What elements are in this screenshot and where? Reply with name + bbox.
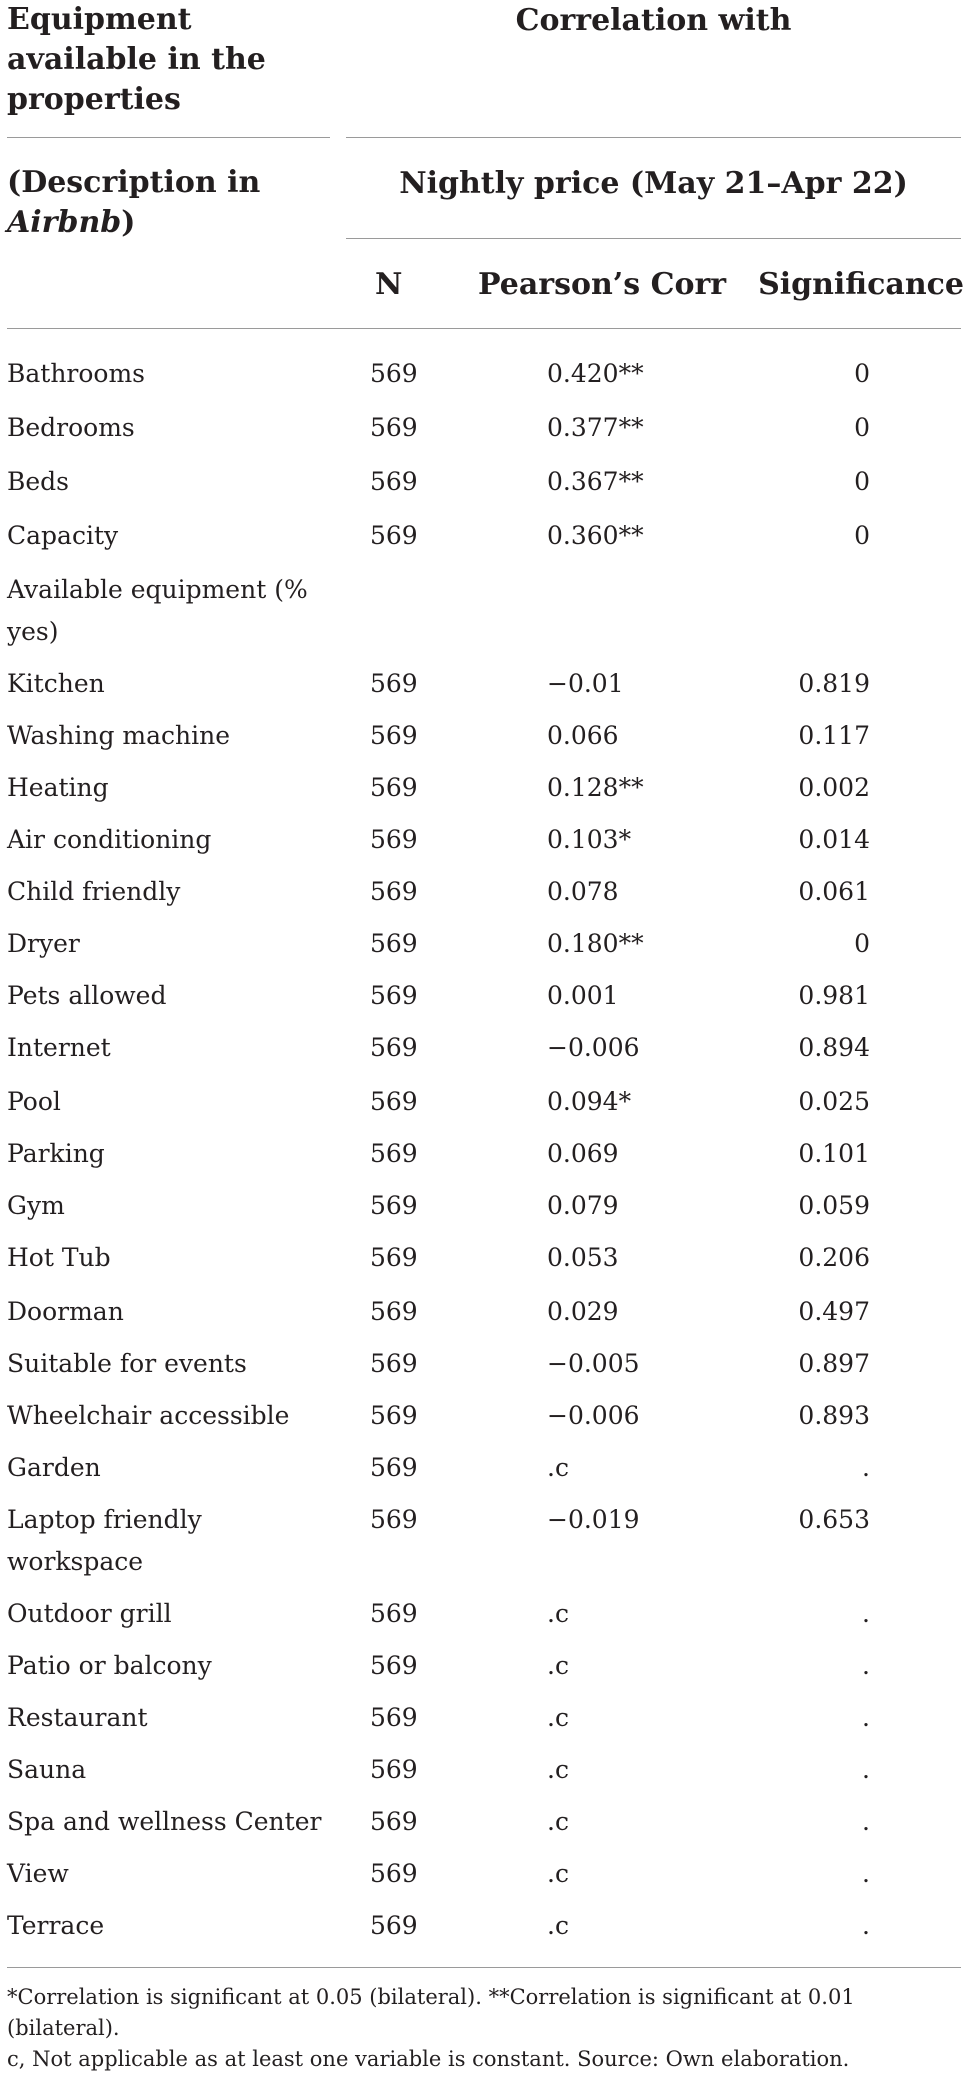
row-significance: 0.014 <box>798 825 870 854</box>
table-bottom-rule <box>7 1967 961 1968</box>
row-label: Doorman <box>7 1297 124 1326</box>
row-n: 569 <box>370 721 418 750</box>
row-corr: 0.420** <box>547 359 644 388</box>
row-significance: 0 <box>854 521 870 550</box>
row-n: 569 <box>370 1703 418 1732</box>
row-n: 569 <box>370 669 418 698</box>
row-n: 569 <box>370 413 418 442</box>
col1-description-airbnb: Airbnb <box>7 205 122 240</box>
row-label: Dryer <box>7 929 80 958</box>
row-significance: 0.002 <box>798 773 870 802</box>
row-corr: 0.053 <box>547 1243 619 1272</box>
row-n: 569 <box>370 1243 418 1272</box>
col1-description-suffix: ) <box>121 205 136 240</box>
col1-header-line1: Equipment <box>7 2 192 37</box>
row-n: 569 <box>370 877 418 906</box>
row-n: 569 <box>370 825 418 854</box>
row-label: Available equipment (% <box>7 575 308 604</box>
col-corr-header: Pearson’s Corr <box>478 267 727 302</box>
row-label: Restaurant <box>7 1703 148 1732</box>
row-label: Washing machine <box>7 721 231 750</box>
row-significance: 0.059 <box>798 1191 870 1220</box>
row-label: workspace <box>7 1547 144 1576</box>
row-significance: 0.497 <box>798 1297 870 1326</box>
row-corr: 0.066 <box>547 721 619 750</box>
row-corr: 0.360** <box>547 521 644 550</box>
col-sig-header: Significance <box>758 267 964 302</box>
row-corr: −0.006 <box>547 1033 640 1062</box>
row-n: 569 <box>370 1755 418 1784</box>
row-corr: .c <box>547 1453 569 1482</box>
row-label: Terrace <box>7 1911 105 1940</box>
row-corr: 0.069 <box>547 1139 619 1168</box>
row-significance: 0.819 <box>798 669 870 698</box>
row-significance: 0 <box>854 929 870 958</box>
row-label: Heating <box>7 773 109 802</box>
row-label: Pets allowed <box>7 981 167 1010</box>
row-significance: 0.101 <box>798 1139 870 1168</box>
footnote-line1: *Correlation is significant at 0.05 (bilateral). **Correlation is significant at 0.01 (bilateral). <box>7 1985 855 2040</box>
row-significance: 0.206 <box>798 1243 870 1272</box>
row-corr: 0.079 <box>547 1191 619 1220</box>
row-corr: −0.006 <box>547 1401 640 1430</box>
row-significance: 0.897 <box>798 1349 870 1378</box>
row-n: 569 <box>370 467 418 496</box>
row-label: Bathrooms <box>7 359 146 388</box>
row-significance: . <box>862 1755 870 1784</box>
row-significance: 0 <box>854 359 870 388</box>
row-label: Outdoor grill <box>7 1599 172 1628</box>
row-label: yes) <box>7 617 59 646</box>
row-significance: . <box>862 1911 870 1940</box>
row-corr: .c <box>547 1755 569 1784</box>
row-corr: 0.180** <box>547 929 644 958</box>
row-significance: 0.894 <box>798 1033 870 1062</box>
row-label: Parking <box>7 1139 105 1168</box>
row-corr: .c <box>547 1703 569 1732</box>
row-n: 569 <box>370 929 418 958</box>
row-corr: −0.005 <box>547 1349 640 1378</box>
group-subtitle: Nightly price (May 21–Apr 22) <box>399 166 908 201</box>
footnote <box>7 1982 967 2075</box>
row-corr: .c <box>547 1859 569 1888</box>
col1-header-line2: available in the <box>7 42 266 77</box>
row-corr: 0.103* <box>547 825 632 854</box>
row-significance: . <box>862 1859 870 1888</box>
col-n-header: N <box>375 267 403 302</box>
row-label: Internet <box>7 1033 111 1062</box>
row-n: 569 <box>370 1033 418 1062</box>
row-significance: 0 <box>854 413 870 442</box>
row-n: 569 <box>370 1651 418 1680</box>
row-n: 569 <box>370 1859 418 1888</box>
row-label: Pool <box>7 1087 61 1116</box>
row-n: 569 <box>370 1911 418 1940</box>
row-n: 569 <box>370 1139 418 1168</box>
row-label: Gym <box>7 1191 65 1220</box>
col1-description-prefix: (Description in <box>7 165 261 200</box>
row-corr: 0.094* <box>547 1087 632 1116</box>
row-label: Sauna <box>7 1755 87 1784</box>
row-significance: 0.025 <box>798 1087 870 1116</box>
row-n: 569 <box>370 521 418 550</box>
row-corr: 0.377** <box>547 413 644 442</box>
row-label: Suitable for events <box>7 1349 247 1378</box>
row-significance: . <box>862 1651 870 1680</box>
row-corr: 0.078 <box>547 877 619 906</box>
row-label: Wheelchair accessible <box>7 1401 290 1430</box>
row-significance: . <box>862 1599 870 1628</box>
row-label: Garden <box>7 1453 101 1482</box>
row-label: Kitchen <box>7 669 105 698</box>
row-label: Patio or balcony <box>7 1651 212 1680</box>
row-significance: 0.981 <box>798 981 870 1010</box>
footnote-line2: c, Not applicable as at least one variable is constant. Source: Own elaboration. <box>7 2047 850 2071</box>
row-n: 569 <box>370 981 418 1010</box>
row-label: Spa and wellness Center <box>7 1807 322 1836</box>
row-corr: 0.128** <box>547 773 644 802</box>
row-n: 569 <box>370 1349 418 1378</box>
row-label: Capacity <box>7 521 119 550</box>
row-significance: 0.061 <box>798 877 870 906</box>
row-corr: −0.019 <box>547 1505 640 1534</box>
row-n: 569 <box>370 1401 418 1430</box>
row-corr: 0.367** <box>547 467 644 496</box>
row-corr: .c <box>547 1911 569 1940</box>
header-divider-group-top <box>346 137 961 138</box>
row-label: Child friendly <box>7 877 181 906</box>
col1-description <box>7 163 260 243</box>
row-n: 569 <box>370 773 418 802</box>
col1-header <box>7 0 266 120</box>
row-label: Air conditioning <box>7 825 212 854</box>
row-significance: . <box>862 1703 870 1732</box>
row-label: View <box>7 1859 69 1888</box>
row-corr: 0.001 <box>547 981 619 1010</box>
header-divider-left <box>7 137 330 138</box>
row-label: Beds <box>7 467 69 496</box>
row-n: 569 <box>370 1191 418 1220</box>
group-title: Correlation with <box>515 3 792 38</box>
row-n: 569 <box>370 1807 418 1836</box>
row-n: 569 <box>370 1599 418 1628</box>
row-corr: .c <box>547 1651 569 1680</box>
row-n: 569 <box>370 1453 418 1482</box>
row-corr: .c <box>547 1599 569 1628</box>
header-divider-group-bottom <box>346 238 961 239</box>
row-n: 569 <box>370 1087 418 1116</box>
row-significance: . <box>862 1453 870 1482</box>
row-n: 569 <box>370 359 418 388</box>
row-corr: .c <box>547 1807 569 1836</box>
row-label: Bedrooms <box>7 413 135 442</box>
row-significance: 0.117 <box>798 721 870 750</box>
row-significance: 0.893 <box>798 1401 870 1430</box>
row-significance: 0 <box>854 467 870 496</box>
row-significance: 0.653 <box>798 1505 870 1534</box>
header-bottom-rule <box>7 328 961 329</box>
row-n: 569 <box>370 1297 418 1326</box>
row-n: 569 <box>370 1505 418 1534</box>
row-corr: 0.029 <box>547 1297 619 1326</box>
row-label: Laptop friendly <box>7 1505 202 1534</box>
row-label: Hot Tub <box>7 1243 111 1272</box>
row-significance: . <box>862 1807 870 1836</box>
row-corr: −0.01 <box>547 669 624 698</box>
col1-header-line3: properties <box>7 82 181 117</box>
